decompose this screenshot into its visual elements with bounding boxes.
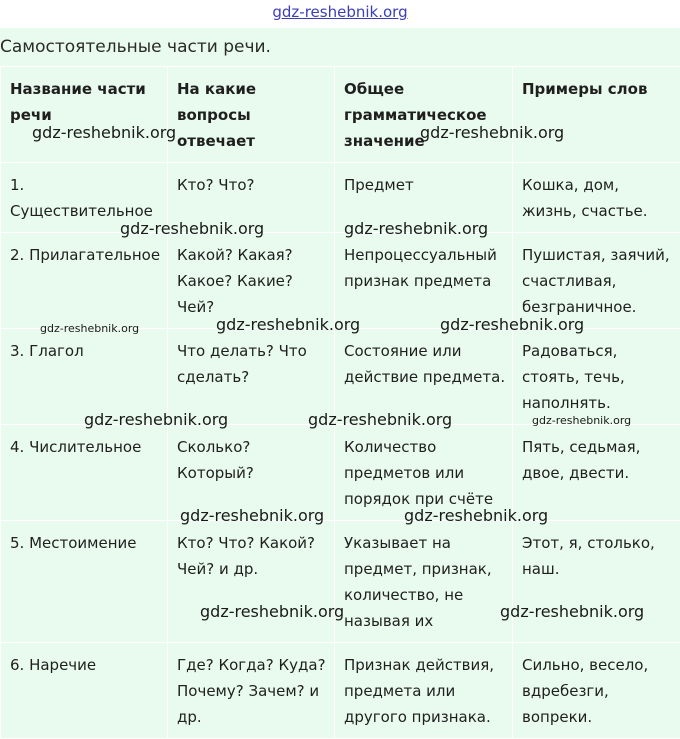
watermark: gdz-reshebnik.org	[120, 220, 264, 238]
cell-meaning: Непроцессуальный признак предмета	[335, 233, 513, 329]
watermark: gdz-reshebnik.org	[308, 411, 452, 429]
cell-meaning: Указывает на предмет, признак, количество, не называя их	[335, 521, 513, 643]
cell-examples: Этот, я, столько, наш.	[513, 521, 680, 643]
header-cell-questions: На какие вопросы отвечает	[168, 67, 335, 163]
parts-of-speech-table	[0, 66, 680, 739]
watermark: gdz-reshebnik.org	[344, 220, 488, 238]
header-cell-meaning: Общее грамматическое значение	[335, 67, 513, 163]
cell-name: 5. Местоимение	[1, 521, 168, 643]
header-cell-examples: Примеры слов	[513, 67, 680, 163]
watermark: gdz-reshebnik.org	[532, 412, 631, 430]
cell-name: 6. Наречие	[1, 643, 168, 739]
cell-questions: Что делать? Что сделать?	[168, 329, 335, 425]
cell-examples: Пушистая, заячий, счастливая, безграничное.	[513, 233, 680, 329]
watermark: gdz-reshebnik.org	[40, 320, 139, 338]
cell-examples: Кошка, дом, жизнь, счастье.	[513, 163, 680, 233]
table-caption: Самостоятельные части речи.	[0, 37, 271, 57]
cell-meaning: Количество предметов или порядок при счёте	[335, 425, 513, 521]
cell-questions: Кто? Что?	[168, 163, 335, 233]
cell-examples: Радоваться, стоять, течь, наполнять.	[513, 329, 680, 425]
cell-name: 1. Существительное	[1, 163, 168, 233]
cell-meaning: Состояние или действие предмета.	[335, 329, 513, 425]
cell-meaning: Предмет	[335, 163, 513, 233]
watermark: gdz-reshebnik.org	[440, 316, 584, 334]
cell-examples: Пять, седьмая, двое, двести.	[513, 425, 680, 521]
watermark: gdz-reshebnik.org	[404, 507, 548, 525]
cell-examples: Сильно, весело, вдребезги, вопреки.	[513, 643, 680, 739]
table-header-row	[1, 67, 680, 163]
cell-questions: Кто? Что? Какой? Чей? и др.	[168, 521, 335, 643]
watermark: gdz-reshebnik.org	[180, 507, 324, 525]
table-row	[1, 521, 680, 643]
cell-meaning: Признак действия, предмета или другого признака.	[335, 643, 513, 739]
table-row	[1, 643, 680, 739]
watermark: gdz-reshebnik.org	[84, 411, 228, 429]
header-cell-name: Название части речи	[1, 67, 168, 163]
cell-questions: Сколько? Который?	[168, 425, 335, 521]
watermark: gdz-reshebnik.org	[216, 316, 360, 334]
cell-name: 3. Глагол	[1, 329, 168, 425]
table-row	[1, 163, 680, 233]
cell-name: 4. Числительное	[1, 425, 168, 521]
cell-questions: Какой? Какая? Какое? Какие? Чей?	[168, 233, 335, 329]
table-row	[1, 425, 680, 521]
site-header-link[interactable]: gdz-reshebnik.org	[0, 0, 680, 26]
watermark: gdz-reshebnik.org	[32, 124, 176, 142]
cell-name: 2. Прилагательное	[1, 233, 168, 329]
watermark: gdz-reshebnik.org	[500, 603, 644, 621]
watermark: gdz-reshebnik.org	[420, 124, 564, 142]
watermark: gdz-reshebnik.org	[200, 603, 344, 621]
cell-questions: Где? Когда? Куда? Почему? Зачем? и др.	[168, 643, 335, 739]
